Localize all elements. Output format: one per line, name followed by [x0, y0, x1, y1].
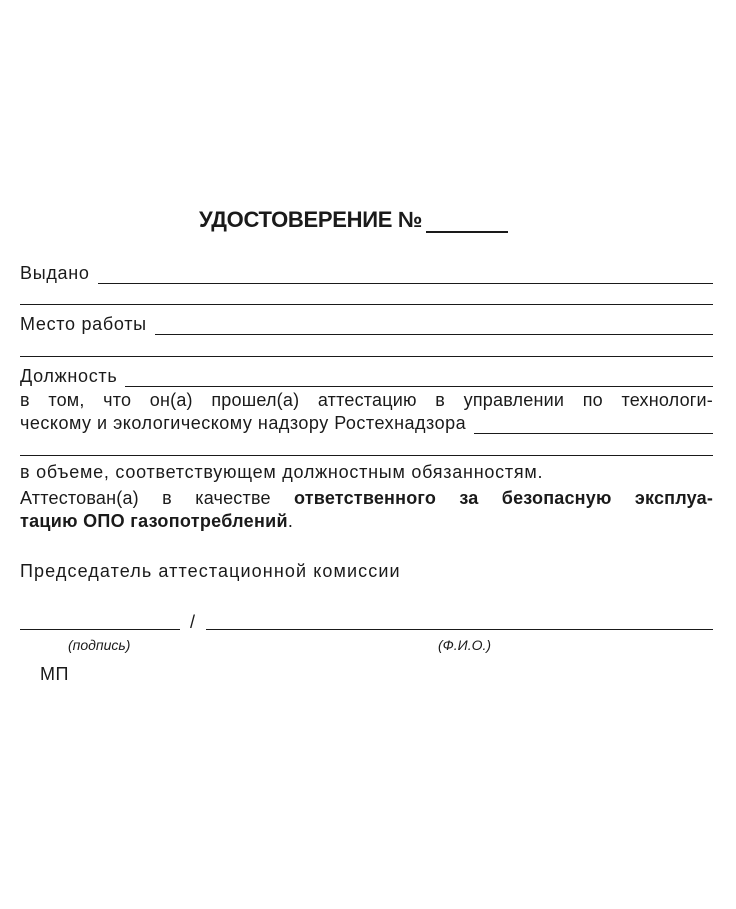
signature-separator: / [190, 612, 196, 632]
position-label: Должность [20, 366, 118, 386]
attestation-role-part-1: ответственного за безопасную эксплуа- [294, 488, 714, 508]
workplace-blank [155, 316, 713, 335]
body-line-1: в том, что он(а) прошел(а) аттестацию в управлении по технологи- [20, 390, 713, 410]
attestation-line-1 [20, 487, 713, 509]
issued-to-blank-2 [20, 304, 713, 305]
position-row [20, 365, 713, 387]
attestation-suffix: . [287, 511, 294, 531]
fio-blank [206, 629, 713, 630]
workplace-blank-2 [20, 356, 713, 357]
attestation-role-part-2: тацию ОПО газопотреблений [20, 511, 288, 531]
signature-blank [20, 629, 180, 630]
attestation-line-2 [20, 510, 293, 532]
chairman-label: Председатель аттестационной комиссии [20, 561, 401, 581]
position-blank [125, 368, 713, 387]
rostekhnadzor-blank-2 [20, 455, 713, 456]
certificate-title: УДОСТОВЕРЕНИЕ № [199, 207, 423, 232]
stamp-placeholder: МП [40, 664, 69, 684]
rostekhnadzor-blank [474, 415, 713, 434]
workplace-row [20, 313, 713, 335]
issued-to-label: Выдано [20, 263, 90, 283]
title-row [199, 207, 508, 233]
attestation-prefix: Аттестован(а) в качестве [20, 488, 271, 508]
workplace-label: Место работы [20, 314, 147, 334]
issued-to-blank [98, 265, 713, 284]
fio-caption: (Ф.И.О.) [438, 637, 492, 653]
signature-row [20, 611, 713, 633]
body-line-2: ческому и экологическому надзору Ростехнадзора [20, 413, 467, 433]
signature-caption: (подпись) [68, 637, 131, 653]
body-line-3: в объеме, соответствующем должностным обязанностям. [20, 462, 544, 482]
issued-to-row [20, 262, 713, 284]
certificate-number-blank [426, 209, 508, 233]
body-line-2-row [20, 412, 713, 434]
